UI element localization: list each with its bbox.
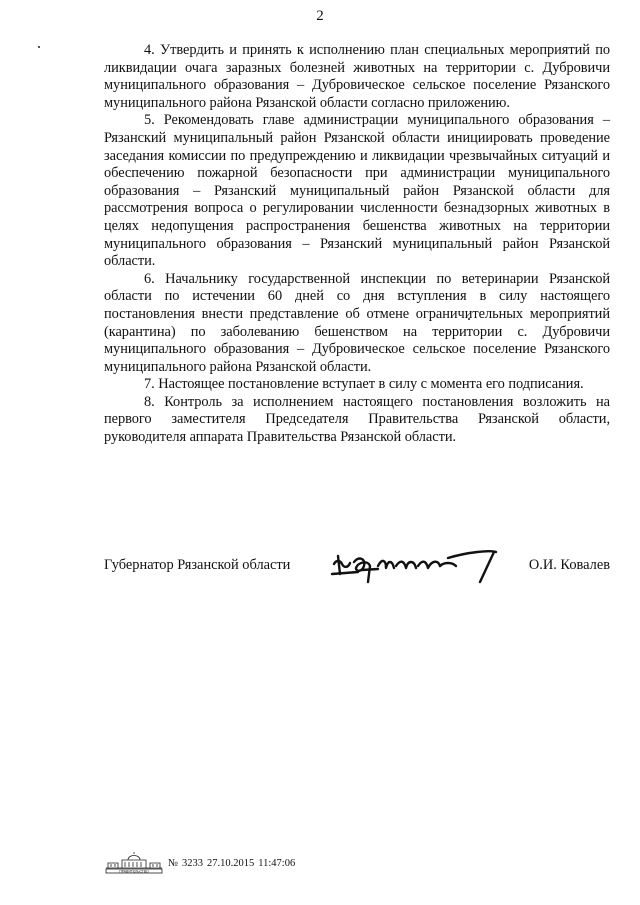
signatory-name: О.И. Ковалев [528, 557, 610, 573]
registration-date: 27.10.2015 [207, 857, 255, 869]
signature-block [104, 548, 610, 584]
paragraph-7: 7. Настоящее постановление вступает в силу с момента его подписания. [144, 376, 584, 393]
registration-time: 11:47:06 [258, 857, 296, 869]
paragraph-4: 4. Утвердить и принять к исполнению план специальных мероприятий по ликвидации очага заразных болезней животных на территории с. Дубровичи муниципального образования – Дубровическое сельское поселение Рязанского муниципального района Рязанской области согласно приложению. [104, 42, 610, 111]
handwritten-signature [328, 548, 498, 584]
paragraph-8: 8. Контроль за исполнением настоящего постановления возложить на первого заместителя Председателя Правительства Рязанской области, руководителя аппарата Правительства Рязанской области. [104, 393, 610, 446]
logo-caption: ПРАВИТЕЛЬСТВО [119, 869, 149, 874]
document-body [104, 42, 610, 447]
paragraph-5: 5. Рекомендовать главе администрации муниципального образования – Рязанский муниципальный район Рязанской области инициировать проведение заседания комиссии по предупреждению и ликвидации чрезвычайных ситуаций и обеспечению пожарной безопасности при администрации муниципального образования – Рязанский муниципальный район Рязанской области для рассмотрения вопроса о регулировании численности безнадзорных животных в целях недопущения распространения бешенства животных на территории муниципального образования – Рязанский муниципальный район Рязанской области. [104, 112, 610, 270]
government-building-logo [104, 852, 164, 874]
document-footer [104, 852, 299, 874]
paragraph-6: 6. Начальнику государственной инспекции по ветеринарии Рязанской области по истечении 60 дней со дня вступления в силу настоящего постановления внести представление об отмене ограничительных мероприятий (карантина) по заболеванию бешенством на территории с. Дубровичи муниципального образования – Дубровическое сельское поселение Рязанского муниципального района Рязанской области. [104, 270, 610, 375]
signatory-title: Губернатор Рязанской области [104, 557, 291, 573]
page-number: 2 [316, 8, 324, 24]
number-sign: № [168, 857, 179, 869]
registration-number: 3233 [182, 857, 204, 869]
speck [38, 46, 40, 48]
registration-stamp [168, 858, 299, 869]
